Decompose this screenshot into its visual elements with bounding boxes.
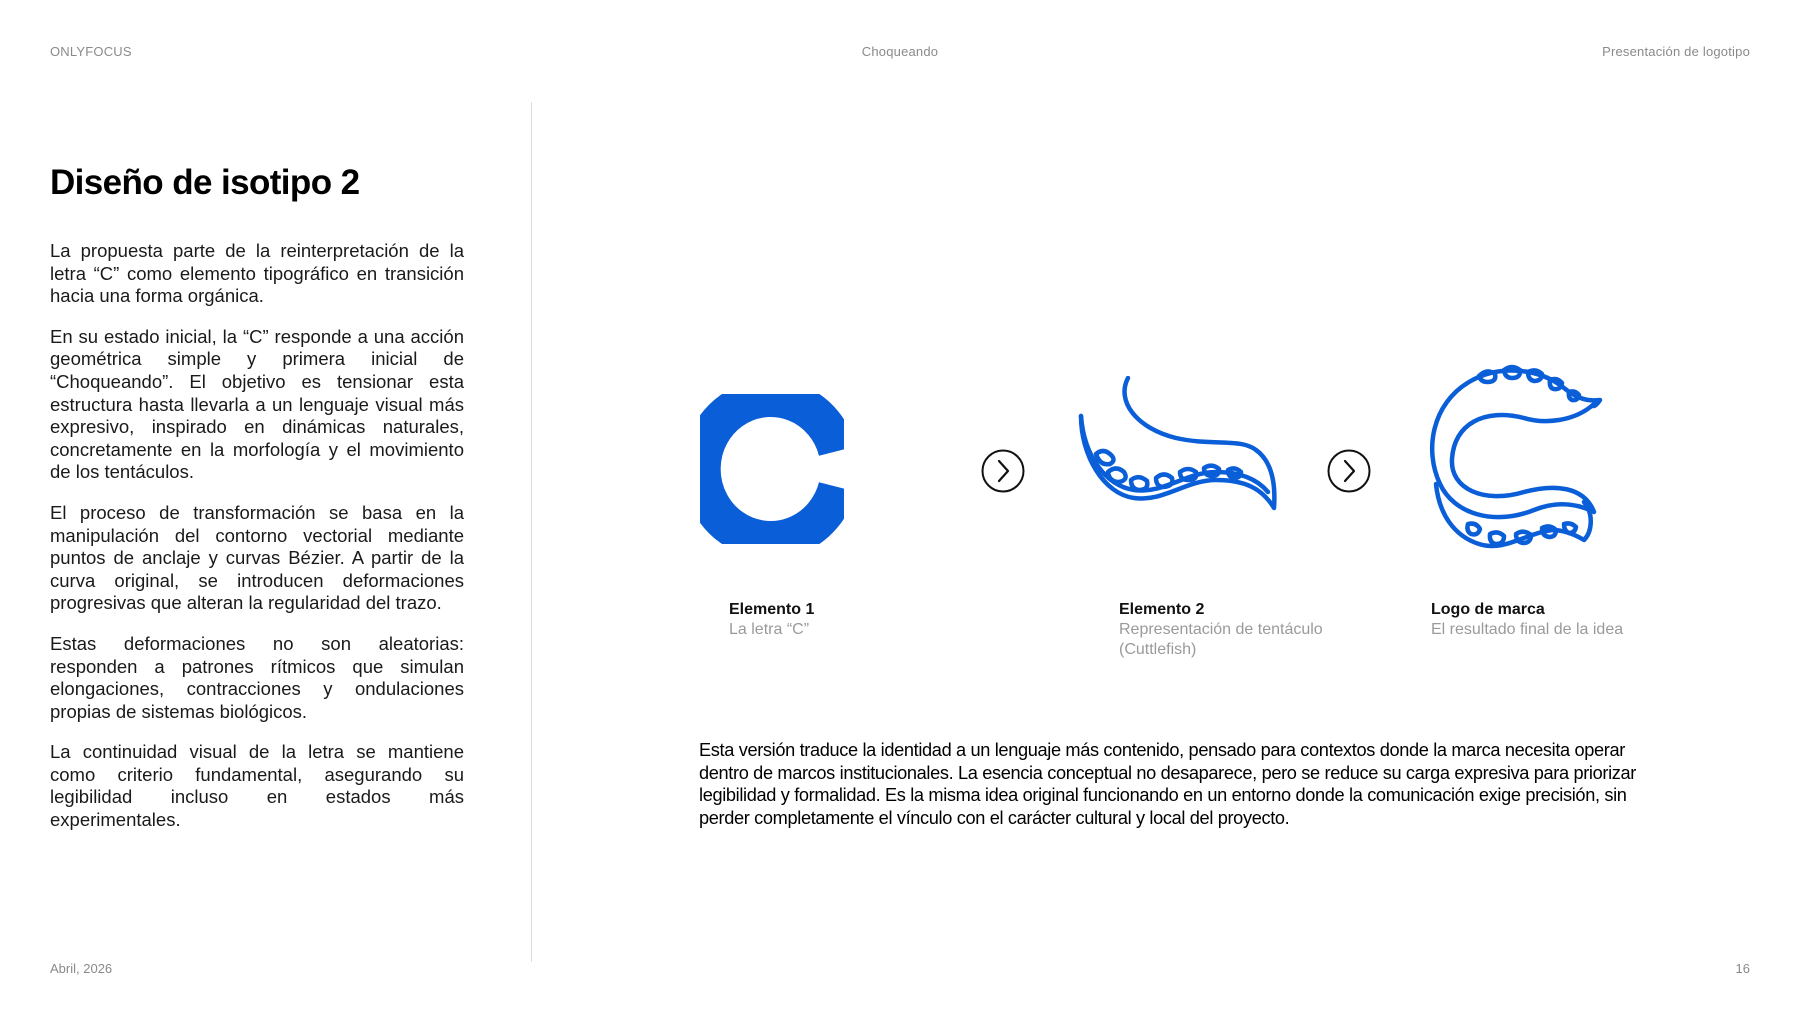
caption-title: Elemento 2 — [1119, 601, 1205, 618]
page-number: 16 — [1735, 961, 1750, 976]
caption-logo — [1431, 600, 1623, 640]
paragraph-3: El proceso de transformación se basa en la manipulación del contorno vectorial mediante puntos de anclaje y curvas Bézier. A partir de la curva original, se introducen deformaciones progresivas que alteran la regularidad del trazo. — [50, 501, 464, 614]
caption-title: Elemento 1 — [729, 601, 815, 618]
header-brand: ONLYFOCUS — [50, 44, 132, 59]
caption-subtitle: El resultado final de la idea — [1431, 621, 1624, 638]
chevron-right-circle-icon — [981, 449, 1025, 493]
chevron-right-circle-icon — [1327, 449, 1371, 493]
paragraph-5: La continuidad visual de la letra se mantiene como criterio fundamental, asegurando su legibilidad incluso en estados más experimentales. — [50, 741, 464, 831]
logo-mark-icon — [1424, 364, 1610, 558]
header-section: Presentación de logotipo — [1602, 44, 1750, 59]
caption-title: Logo de marca — [1431, 601, 1545, 618]
description-text — [50, 240, 464, 850]
tentacle-icon — [1076, 376, 1282, 516]
footer-date: Abril, 2026 — [50, 961, 113, 976]
vertical-divider — [531, 102, 532, 962]
paragraph-1: La propuesta parte de la reinterpretación de la letra “C” como elemento tipográfico en transición hacia una forma orgánica. — [50, 240, 464, 307]
caption-subtitle: Representación de tentáculo (Cuttlefish) — [1119, 621, 1323, 658]
conclusion-text: Esta versión traduce la identidad a un lenguaje más contenido, pensado para contextos donde la marca necesita operar dentro de marcos institucionales. La esencia conceptual no desaparece, pero se reduce su carga expresiva para priorizar legibilidad y formalidad. Es la misma idea original funcionando en un entorno donde la comunicación exige precisión, sin perder completamente el vínculo con el carácter cultural y local del proyecto. — [699, 740, 1636, 828]
caption-element-1 — [729, 600, 814, 640]
caption-element-2 — [1119, 600, 1354, 659]
page-title: Diseño de isotipo 2 — [50, 163, 360, 202]
caption-subtitle: La letra “C” — [729, 621, 810, 638]
paragraph-4: Estas deformaciones no son aleatorias: responden a patrones rítmicos que simulan elongaciones, contracciones y ondulaciones propias de sistemas biológicos. — [50, 632, 464, 722]
paragraph-2: En su estado inicial, la “C” responde a una acción geométrica simple y primera inicial de “Choqueando”. El objetivo es tensionar esta estructura hasta llevarla a un lenguaje visual más expresivo, inspirado en dinámicas naturales, concretamente en la morfología y el movimiento de los tentáculos. — [50, 325, 464, 483]
letter-c-icon — [700, 394, 844, 544]
header-project: Choqueando — [861, 44, 939, 59]
